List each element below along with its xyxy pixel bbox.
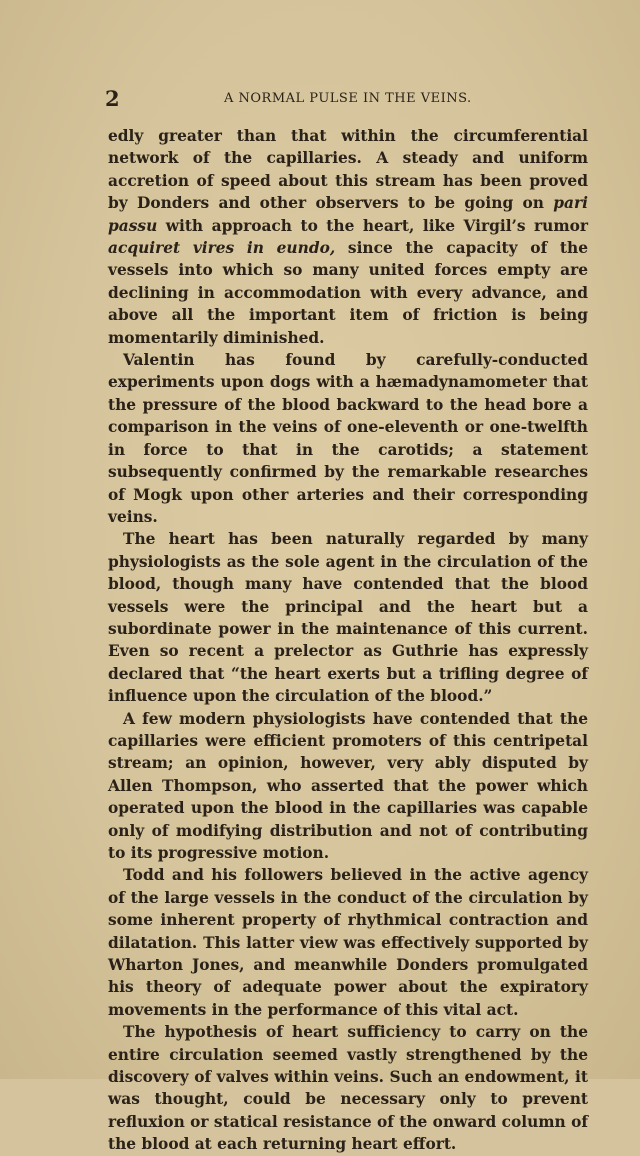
page-header	[0, 88, 640, 112]
italic-phrase: pari passu	[108, 194, 588, 235]
paragraph-continued	[108, 125, 588, 349]
paragraph: The hypothesis of heart sufficiency to carry on the entire circulation seemed vastly strengthened by the discovery of valves within veins. Such an endowment, it was thought, could be necessary only to prevent refluxion or statical resistance of the onward column of the blood at each returning heart effort.	[108, 1023, 588, 1154]
paragraph: A few modern physiologists have contended that the capillaries were efficient promoters of this centripetal stream; an opinion, however, very ably disputed by Allen Thompson, who asserted that the power which operated upon the blood in the capillaries was capable only of modifying distribution and not of contributing to its progressive motion.	[108, 709, 588, 862]
page-number: 2	[105, 86, 120, 111]
paragraph: The heart has been naturally regarded by many physiologists as the sole agent in the circulation of the blood, though many have contended that the blood vessels were the principal and the heart but a subordinate power in the maintenance of this current. Even so recent a prelector as Guthrie has expressly declared that “the heart exerts but a trifling degree of influence upon the circulation of the blood.”	[108, 530, 588, 706]
running-head: A NORMAL PULSE IN THE VEINS.	[224, 91, 472, 106]
paragraph: Todd and his followers believed in the active agency of the large vessels in the conduct of the circulation by some inherent property of rhythmical contraction and dilatation. This latter view was effectively supported by Wharton Jones, and meanwhile Donders promulgated his theory of adequate power about the expiratory movements in the performance of this vital act.	[108, 866, 588, 1019]
paragraph: Valentin has found by carefully-conducted experiments upon dogs with a hæmadynamometer that the pressure of the blood backward to the head bore a comparison in the veins of one-eleventh or one-twelfth in force to that in the carotids; a statement subsequently confirmed by the remarkable researches of Mogk upon other arteries and their corresponding veins.	[108, 351, 588, 526]
paragraph-text: with approach to the heart, like Virgil’s rumor	[157, 216, 588, 235]
paragraph-text: edly greater than that within the circumferential network of the capillaries. A steady and uniform accretion of speed about this stream has been proved by Donders and other observers to be going on	[108, 127, 588, 213]
body-text	[108, 125, 588, 1156]
italic-phrase: acquiret vires in eundo,	[108, 239, 336, 258]
paragraph-text: since the capacity of the vessels into which so many united forces empty are declining in accommodation with every advance, and above all the important item of friction is being momentarily diminished.	[108, 239, 588, 347]
